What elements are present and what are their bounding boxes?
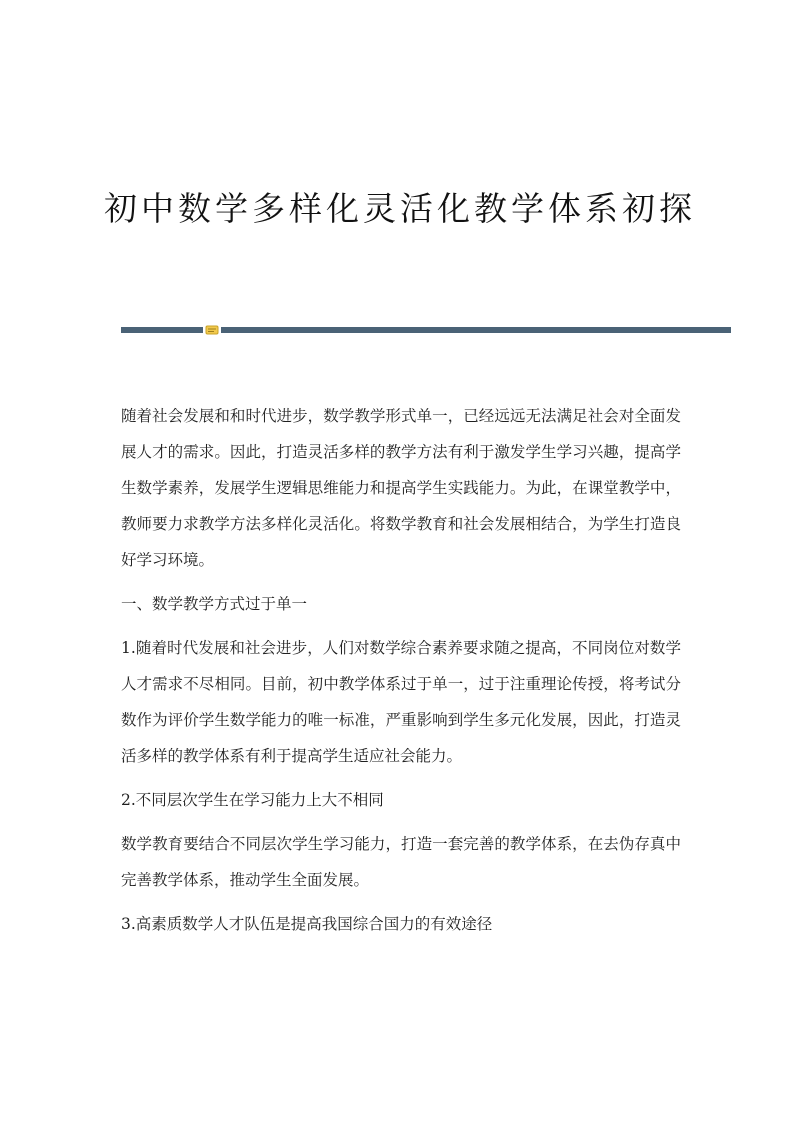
subsection-heading: 2.不同层次学生在学习能力上大不相同 xyxy=(121,791,384,809)
pencil-note-icon xyxy=(205,325,219,335)
body-paragraph: 数学教育要结合不同层次学生学习能力，打造一套完善的教学体系，在去伪存真中完善教学体系，推动学生全面发展。 xyxy=(121,835,681,889)
divider-bar-left xyxy=(121,327,203,333)
body-paragraph: 1.随着时代发展和社会进步，人们对数学综合素养要求随之提高，不同岗位对数学人才需求不尽相同。目前，初中教学体系过于单一，过于注重理论传授，将考试分数作为评价学生数学能力的唯一标准，严重影响到学生多元化发展，因此，打造灵活多样的教学体系有利于提高学生适应社会能力。 xyxy=(121,639,681,765)
subsection-heading: 3.高素质数学人才队伍是提高我国综合国力的有效途径 xyxy=(121,915,493,933)
document-body xyxy=(121,398,681,942)
title-divider xyxy=(121,325,731,335)
divider-bar-right xyxy=(221,327,731,333)
section-heading: 一、数学教学方式过于单一 xyxy=(121,595,308,613)
intro-paragraph: 随着社会发展和和时代进步，数学教学形式单一，已经远远无法满足社会对全面发展人才的需求。因此，打造灵活多样的教学方法有利于激发学生学习兴趣，提高学生数学素养，发展学生逻辑思维能力和提高学生实践能力。为此，在课堂教学中，教师要力求教学方法多样化灵活化。将数学教育和社会发展相结合，为学生打造良好学习环境。 xyxy=(121,407,681,569)
page-title: 初中数学多样化灵活化教学体系初探 xyxy=(104,189,696,228)
